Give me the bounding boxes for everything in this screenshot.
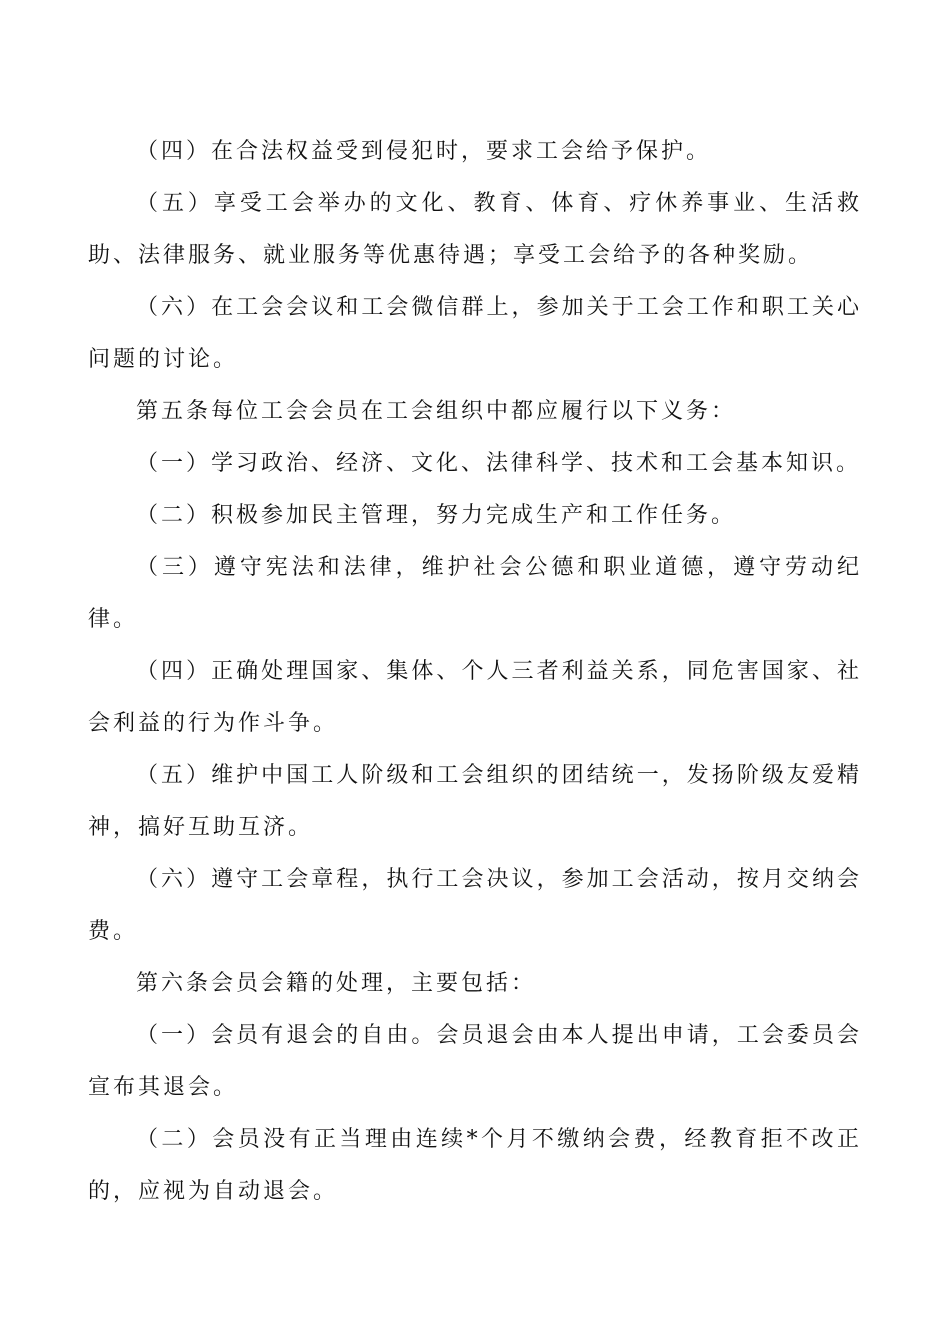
paragraph: （二）积极参加民主管理，努力完成生产和工作任务。 — [136, 503, 737, 528]
section-heading: 第五条每位工会会员在工会组织中都应履行以下义务： — [136, 399, 737, 424]
document-body — [88, 126, 862, 1218]
paragraph: （一）学习政治、经济、文化、法律科学、技术和工会基本知识。 — [136, 451, 862, 476]
paragraph: （四）在合法权益受到侵犯时，要求工会给予保护。 — [136, 139, 712, 164]
section-heading: 第六条会员会籍的处理，主要包括： — [136, 971, 537, 996]
paragraph: （五）维护中国工人阶级和工会组织的团结统一，发扬阶级友爱精神，搞好互助互济。 — [88, 763, 862, 840]
paragraph: （一）会员有退会的自由。会员退会由本人提出申请，工会委员会宣布其退会。 — [88, 1023, 862, 1100]
paragraph: （四）正确处理国家、集体、个人三者利益关系，同危害国家、社会利益的行为作斗争。 — [88, 659, 862, 736]
paragraph: （六）遵守工会章程，执行工会决议，参加工会活动，按月交纳会费。 — [88, 867, 862, 944]
paragraph: （二）会员没有正当理由连续*个月不缴纳会费，经教育拒不改正的，应视为自动退会。 — [88, 1127, 862, 1204]
paragraph: （三）遵守宪法和法律，维护社会公德和职业道德，遵守劳动纪律。 — [88, 555, 862, 632]
paragraph: （六）在工会会议和工会微信群上，参加关于工会工作和职工关心问题的讨论。 — [88, 295, 862, 372]
paragraph: （五）享受工会举办的文化、教育、体育、疗休养事业、生活救助、法律服务、就业服务等优惠待遇；享受工会给予的各种奖励。 — [88, 191, 862, 268]
